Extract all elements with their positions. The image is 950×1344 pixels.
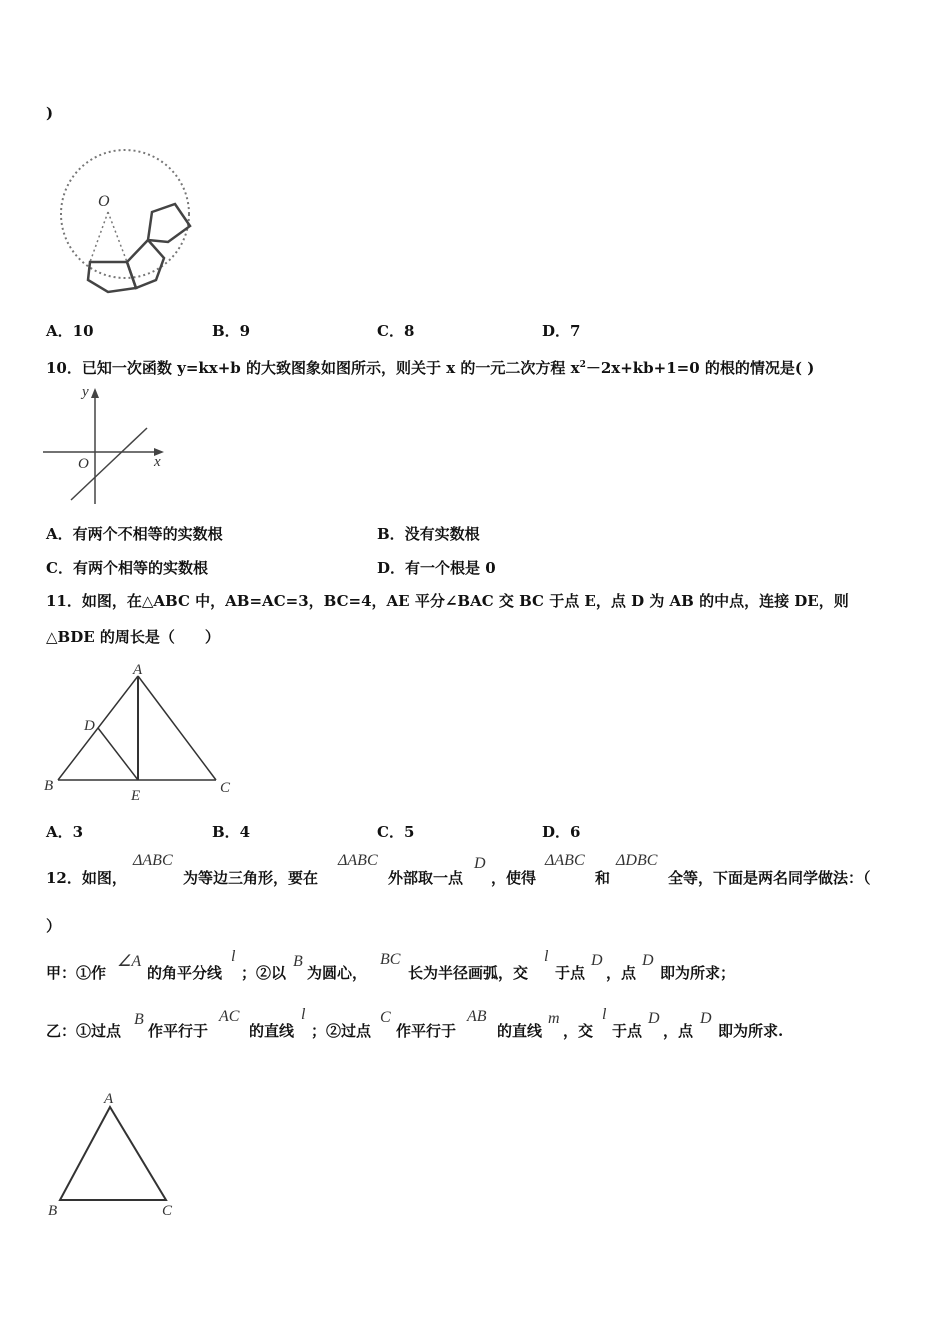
q10-option-b: B．没有实数根 [377, 525, 480, 543]
q12-label-b: B [48, 1203, 58, 1219]
q12-jia-d: D [591, 952, 603, 969]
q12-abc-2: ΔABC [338, 852, 378, 869]
q12-yi-p10: 即为所求. [718, 1022, 784, 1040]
q12-jia-p3: ；②以 [241, 964, 287, 982]
q12-jia-p1: 甲：①作 [46, 964, 107, 982]
q10-option-c: C．有两个相等的实数根 [46, 559, 208, 577]
q12-jia-l-2: l [544, 948, 549, 965]
q11-label-c: C [220, 780, 231, 796]
q11-stem-line2: △BDE 的周长是（ ） [46, 628, 220, 646]
q12-yi-p2: 作平行于 [148, 1022, 209, 1040]
q11-label-d: D [84, 718, 95, 734]
q10-label-x: x [154, 454, 161, 470]
q12-text-2: 外部取一点 [388, 869, 464, 887]
q10-label-o: O [78, 456, 89, 472]
q12-yi-p5: 作平行于 [396, 1022, 457, 1040]
q12-yi-c: C [380, 1009, 391, 1026]
q12-yi-p8: 于点 [612, 1022, 643, 1040]
q11-option-a: A．3 [46, 823, 84, 841]
q12-abc-1: ΔABC [133, 852, 173, 869]
q12-yi-ac: AC [219, 1008, 240, 1025]
q11-side-ac [138, 676, 216, 780]
q11-option-b: B．4 [212, 823, 251, 841]
q12-text-1: 为等边三角形，要在 [183, 869, 319, 887]
q12-jia-p5: 长为半径画弧，交 [408, 964, 529, 982]
q12-text-4: 和 [595, 869, 611, 887]
q11-segment-de [98, 728, 138, 780]
q12-yi-l: l [301, 1006, 306, 1023]
q10-stem [46, 355, 814, 378]
q11-triangle-figure [40, 660, 240, 805]
q9-pentagon-3 [148, 204, 190, 242]
q12-yi-p9: ，点 [663, 1022, 694, 1040]
q12-close-paren: ） [46, 917, 62, 935]
q12-jia-l: l [231, 948, 236, 965]
q12-yi-ab: AB [467, 1008, 487, 1025]
q10-superscript: 2 [579, 360, 586, 370]
q12-yi-p7: ，交 [563, 1022, 594, 1040]
q12-yi-p1: 乙：①过点 [46, 1022, 122, 1040]
q10-label-y: y [82, 384, 89, 400]
q11-option-c: C．5 [377, 823, 415, 841]
q11-label-a: A [133, 662, 143, 678]
q12-jia-d-2: D [642, 952, 654, 969]
q10-stem-start: 10．已知一次函数 y=kx+b 的大致图象如图所示，则关于 x 的一元二次方程 x [46, 359, 580, 377]
q12-label-a: A [104, 1091, 114, 1107]
q12-yi-p6: 的直线 [497, 1022, 543, 1040]
q9-close-paren: ) [46, 104, 54, 122]
q12-yi-p4: ；②过点 [311, 1022, 372, 1040]
q12-jia-bc: BC [380, 951, 401, 968]
q12-text-5: 全等，下面是两名同学做法：（ [668, 869, 871, 887]
q12-jia-angle-a: ∠A [117, 953, 142, 970]
q11-option-d: D．6 [542, 823, 581, 841]
q12-yi-p3: 的直线 [249, 1022, 295, 1040]
q12-label-c: C [162, 1203, 173, 1219]
q12-yi-d-2: D [700, 1010, 712, 1027]
q12-text-3: ，使得 [491, 869, 537, 887]
q12-yi-l-2: l [602, 1006, 607, 1023]
q12-jia-p8: 即为所求； [660, 964, 736, 982]
q9-option-c: C．8 [377, 322, 415, 340]
q12-jia-p2: 的角平分线 [147, 964, 223, 982]
q11-label-b: B [44, 778, 54, 794]
q9-pentagon-2 [127, 240, 164, 288]
q9-option-d: D．7 [542, 322, 581, 340]
q10-graph [40, 380, 170, 508]
q12-triangle-figure [40, 1085, 190, 1225]
q9-dashed-circle [61, 150, 189, 278]
q12-equilateral-triangle [60, 1107, 166, 1200]
q10-stem-end: －2x+kb+1=0 的根的情况是( ) [585, 359, 815, 377]
q9-dashed-line-right [108, 212, 127, 262]
q12-yi-d: D [648, 1010, 660, 1027]
q9-dashed-line-left [90, 212, 108, 262]
q9-option-a: A．10 [46, 322, 94, 340]
q12-yi-b: B [134, 1011, 144, 1028]
q10-option-d: D．有一个根是 0 [377, 559, 496, 577]
q11-label-e: E [131, 788, 141, 804]
q10-option-a: A．有两个不相等的实数根 [46, 525, 223, 543]
q10-y-arrow [91, 388, 99, 398]
q9-option-b: B．9 [212, 322, 251, 340]
q12-point-d: D [474, 855, 486, 872]
q9-label-o: O [98, 193, 110, 210]
q9-figure [40, 140, 210, 300]
q12-abc-3: ΔABC [545, 852, 585, 869]
q12-jia-b: B [293, 953, 303, 970]
q12-jia-p4: 为圆心， [307, 964, 368, 982]
q12-jia-p7: ，点 [606, 964, 637, 982]
q11-stem-line1: 11．如图，在△ABC 中，AB=AC=3，BC=4，AE 平分∠BAC 交 BC 于点 E，点 D 为 AB 的中点，连接 DE，则 [46, 592, 849, 610]
q12-jia-p6: 于点 [555, 964, 586, 982]
q12-num: 12．如图， [46, 869, 127, 887]
q12-yi-m: m [548, 1010, 560, 1027]
q12-dbc: ΔDBC [616, 852, 658, 869]
